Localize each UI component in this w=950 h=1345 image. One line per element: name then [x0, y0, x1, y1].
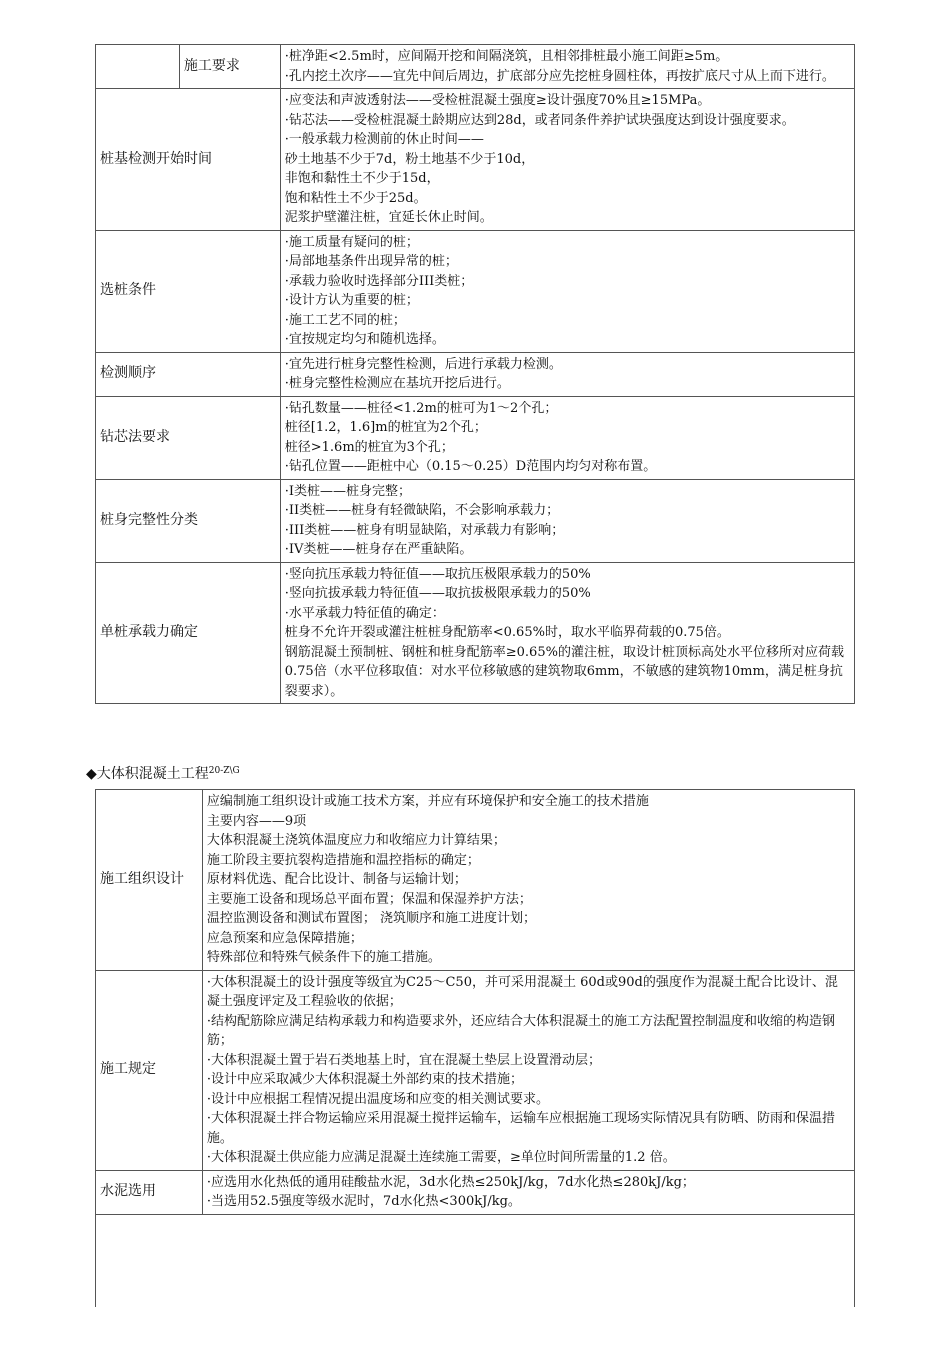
content-line: ·孔内挖土次序——宜先中间后周边，扩底部分应先挖桩身圆柱体，再按扩底尺寸从上而下进行。: [284, 68, 835, 84]
row-content-cell: [280, 479, 854, 562]
row-label-cell: 水泥选用: [96, 1170, 203, 1214]
content-line: 特殊部位和特殊气候条件下的施工措施。: [206, 950, 441, 965]
content-line: 桩径[1.2，1.6]m的桩宜为2个孔；: [284, 420, 487, 435]
content-line: 泥浆护壁灌注桩，宜延长休止时间。: [284, 210, 493, 225]
content-line: ·大体积混凝土置于岩石类地基上时，宜在混凝土垫层上设置滑动层；: [206, 1052, 601, 1068]
content-line: ·应选用水化热低的通用硅酸盐水泥，3d水化热≤250kJ/kg，7d水化热≤280kJ/kg；: [206, 1174, 695, 1190]
content-line: 应编制施工组织设计或施工技术方案，并应有环境保护和安全施工的技术措施: [206, 794, 649, 809]
row-content-cell: [202, 790, 854, 971]
content-line: ·水平承载力特征值的确定：: [284, 605, 445, 621]
content-line: ·施工质量有疑问的桩；: [284, 234, 419, 250]
table-row: [96, 230, 855, 352]
content-line: ·I类桩——桩身完整；: [284, 483, 412, 499]
pile-foundation-table: [95, 44, 855, 704]
row-label-cell: 施工规定: [96, 970, 203, 1170]
content-line: ·设计中应采取减少大体积混凝土外部约束的技术措施；: [206, 1072, 523, 1087]
table-row: [96, 970, 855, 1170]
table-row: [96, 352, 855, 396]
content-line: 砂土地基不少于7d，粉土地基不少于10d，: [284, 151, 535, 167]
content-line: ·钻孔位置——距桩中心（0.15～0.25）D范围内均匀对称布置。: [284, 459, 657, 474]
row-content-cell: [280, 45, 854, 89]
content-line: ·设计方认为重要的桩；: [284, 293, 419, 308]
table-row: [96, 562, 855, 704]
content-line: 饱和粘性土不少于25d。: [284, 190, 427, 206]
row-content-cell: [280, 230, 854, 352]
row-label-cell: 桩基检测开始时间: [96, 89, 281, 231]
content-line: ·II类桩——桩身有轻微缺陷，不会影响承载力；: [284, 503, 560, 518]
section-title: 大体积混凝土工程: [96, 766, 209, 782]
section-heading: [86, 764, 240, 784]
row-content-cell: [280, 562, 854, 704]
table-row: [96, 396, 855, 479]
content-line: 主要内容——9项: [206, 813, 307, 829]
row-label-cell: 桩身完整性分类: [96, 479, 281, 562]
content-line: 大体积混凝土浇筑体温度应力和收缩应力计算结果；: [206, 833, 506, 848]
diamond-bullet-icon: ◆: [86, 766, 97, 782]
content-line: ·宜按规定均匀和随机选择。: [284, 332, 445, 347]
table-row: [96, 790, 855, 971]
table-row-empty: [96, 1214, 855, 1307]
content-line: ·宜先进行桩身完整性检测，后进行承载力检测。: [284, 356, 562, 372]
content-line: ·大体积混凝土的设计强度等级宜为C25～C50，并可采用混凝土 60d或90d的强度作为混凝土配合比设计、混凝土强度评定及工程验收的依据；: [206, 974, 838, 1009]
row-label-cell: 钻芯法要求: [96, 396, 281, 479]
row-label-cell: 单桩承载力确定: [96, 562, 281, 704]
section-code: 20-Z\G: [208, 766, 240, 776]
table-row: [96, 1170, 855, 1214]
empty-cell: [96, 1214, 855, 1307]
content-line: 桩身不允许开裂或灌注桩桩身配筋率<0.65%时，取水平临界荷载的0.75倍。: [284, 625, 730, 640]
row-content-cell: [202, 1170, 854, 1214]
content-line: ·IV类桩——桩身存在严重缺陷。: [284, 542, 473, 557]
content-line: ·竖向抗压承载力特征值——取抗压极限承载力的50%: [284, 566, 591, 582]
content-line: ·III类桩——桩身有明显缺陷，对承载力有影响；: [284, 522, 565, 538]
content-line: 施工阶段主要抗裂构造措施和温控指标的确定；: [206, 852, 480, 868]
content-line: ·局部地基条件出现异常的桩；: [284, 254, 458, 269]
row-label-cell: 检测顺序: [96, 352, 281, 396]
content-line: ·钻孔数量——桩径<1.2m的桩可为1～2个孔；: [284, 400, 558, 416]
content-line: ·结构配筋除应满足结构承载力和构造要求外，还应结合大体积混凝土的施工方法配置控制温度和收缩的构造钢筋；: [206, 1013, 835, 1048]
content-line: 应急预案和应急保障措施；: [206, 930, 363, 946]
content-line: ·设计中应根据工程情况提出温度场和应变的相关测试要求。: [206, 1091, 549, 1107]
content-line: ·大体积混凝土拌合物运输应采用混凝土搅拌运输车，运输车应根据施工现场实际情况具有防晒、防雨和保温措施。: [206, 1111, 835, 1146]
content-line: ·大体积混凝土供应能力应满足混凝土连续施工需要，≥单位时间所需量的1.2 倍。: [206, 1150, 676, 1165]
row-label-cell: [96, 45, 180, 89]
row-sublabel-cell: 施工要求: [179, 45, 280, 89]
content-line: ·桩身完整性检测应在基坑开挖后进行。: [284, 376, 510, 391]
row-content-cell: [280, 89, 854, 231]
content-line: ·桩净距<2.5m时，应间隔开挖和间隔浇筑，且相邻排桩最小施工间距≥5m。: [284, 49, 729, 64]
content-line: 原材料优选、配合比设计、制备与运输计划；: [206, 872, 467, 887]
table-row: [96, 479, 855, 562]
row-content-cell: [202, 970, 854, 1170]
row-content-cell: [280, 352, 854, 396]
content-line: 非饱和黏性土不少于15d，: [284, 171, 440, 186]
content-line: ·承载力验收时选择部分III类桩；: [284, 273, 474, 289]
content-line: ·一般承载力检测前的休止时间——: [284, 132, 484, 147]
content-line: 主要施工设备和现场总平面布置；保温和保湿养护方法；: [206, 891, 532, 907]
mass-concrete-table: [95, 789, 855, 1307]
content-line: ·钻芯法——受检桩混凝土龄期应达到28d，或者同条件养护试块强度达到设计强度要求。: [284, 112, 795, 128]
row-content-cell: [280, 396, 854, 479]
content-line: 钢筋混凝土预制桩、钢桩和桩身配筋率≥0.65%的灌注桩，取设计桩顶标高处水平位移所对应荷载0.75倍（水平位移取值：对水平位移敏感的建筑物取6mm，不敏感的建筑物10mm，满足桩身抗裂要求）。: [284, 644, 844, 699]
content-line: ·施工工艺不同的桩；: [284, 312, 406, 328]
content-line: ·竖向抗拔承载力特征值——取抗拔极限承载力的50%: [284, 586, 591, 601]
content-line: ·当选用52.5强度等级水泥时，7d水化热<300kJ/kg。: [206, 1194, 521, 1209]
content-line: 温控监测设备和测试布置图； 浇筑顺序和施工进度计划；: [206, 911, 536, 926]
row-label-cell: 施工组织设计: [96, 790, 203, 971]
table-row: [96, 89, 855, 231]
content-line: ·应变法和声波透射法——受检桩混凝土强度≥设计强度70%且≥15MPa。: [284, 93, 711, 108]
row-label-cell: 选桩条件: [96, 230, 281, 352]
table-row: [96, 45, 855, 89]
content-line: 桩径>1.6m的桩宜为3个孔；: [284, 439, 454, 455]
